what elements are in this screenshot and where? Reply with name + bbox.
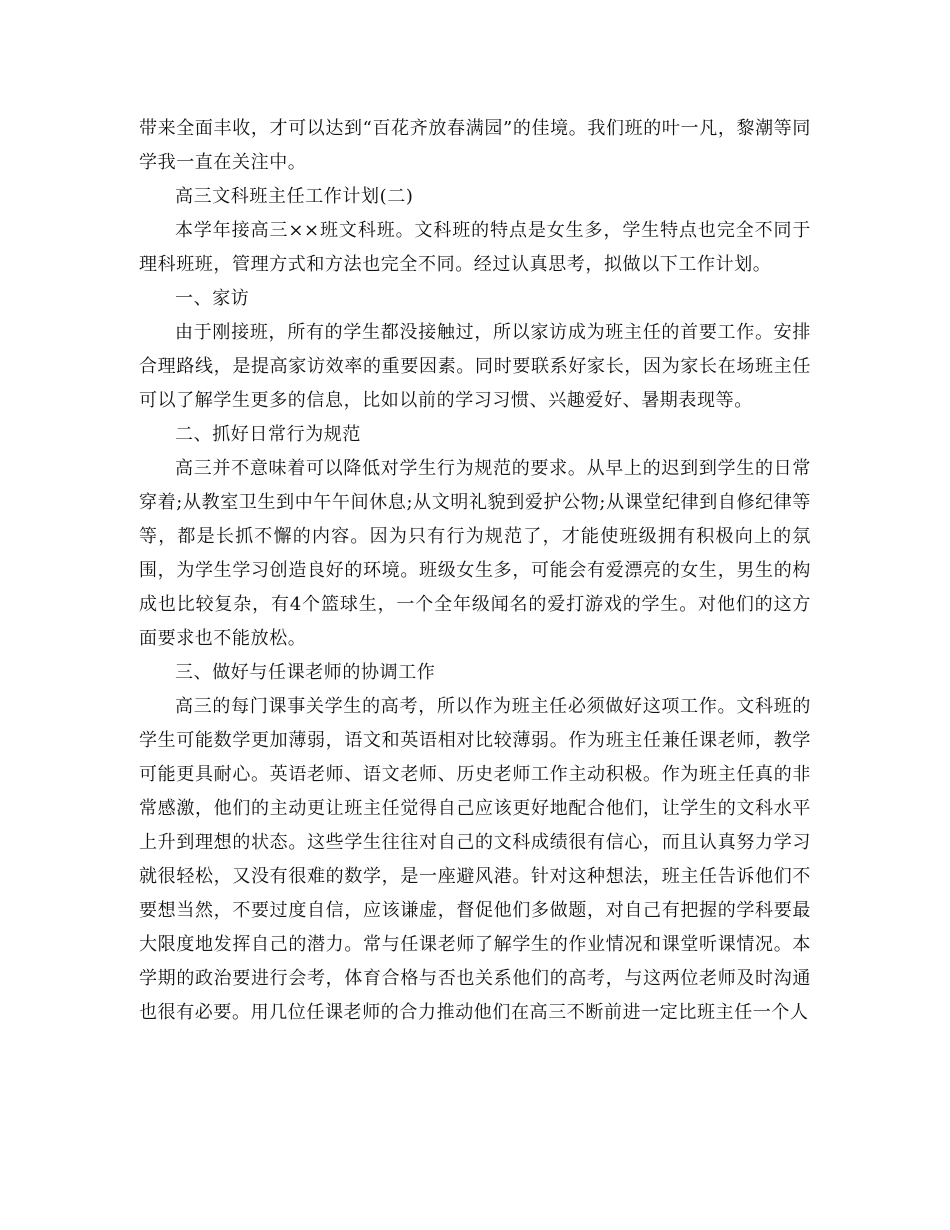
heading-behavior: 二、抓好日常行为规范: [175, 424, 361, 445]
continuation-paragraph: 带来全面丰收，才可以达到“百花齐放春满园”的佳境。我们班的叶一凡，黎潮等同学我一直在关注中。: [139, 118, 811, 173]
section-title: 高三文科班主任工作计划(二): [175, 186, 414, 207]
heading-home-visit: 一、家访: [175, 288, 250, 309]
paragraph-behavior: 高三并不意味着可以降低对学生行为规范的要求。从早上的迟到到学生的日常穿着;从教室卫生到中午午间休息;从文明礼貌到爱护公物;从课堂纪律到自修纪律等等，都是长抓不懈的内容。因为只有行为规范了，才能使班级拥有积极向上的氛围，为学生学习创造良好的环境。班级女生多，可能会有爱漂亮的女生，男生的构成也比较复杂，有4个篮球生，一个全年级闻名的爱打游戏的学生。对他们的这方面要求也不能放松。: [139, 458, 811, 649]
heading-teacher-coordination: 三、做好与任课老师的协调工作: [175, 662, 436, 683]
paragraph-teacher-coordination: 高三的每门课事关学生的高考，所以作为班主任必须做好这项工作。文科班的学生可能数学更加薄弱，语文和英语相对比较薄弱。作为班主任兼任课老师，教学可能更具耐心。英语老师、语文老师、历史老师工作主动积极。作为班主任真的非常感激，他们的主动更让班主任觉得自己应该更好地配合他们，让学生的文科水平上升到理想的状态。这些学生往往对自己的文科成绩很有信心，而且认真努力学习就很轻松，又没有很难的数学，是一座避风港。针对这种想法，班主任告诉他们不要想当然，不要过度自信，应该谦虚，督促他们多做题，对自己有把握的学科要最大限度地发挥自己的潜力。常与任课老师了解学生的作业情况和课堂听课情况。本学期的政治要进行会考，体育合格与否也关系他们的高考，与这两位老师及时沟通也很有必要。用几位任课老师的合力推动他们在高三不断前进一定比班主任一个人: [139, 696, 811, 1023]
intro-paragraph: 本学年接高三××班文科班。文科班的特点是女生多，学生特点也完全不同于理科班班，管理方式和方法也完全不同。经过认真思考，拟做以下工作计划。: [139, 220, 811, 275]
paragraph-home-visit: 由于刚接班，所有的学生都没接触过，所以家访成为班主任的首要工作。安排合理路线，是提高家访效率的重要因素。同时要联系好家长，因为家长在场班主任可以了解学生更多的信息，比如以前的学习习惯、兴趣爱好、暑期表现等。: [139, 322, 811, 411]
document-body: [139, 112, 811, 1030]
